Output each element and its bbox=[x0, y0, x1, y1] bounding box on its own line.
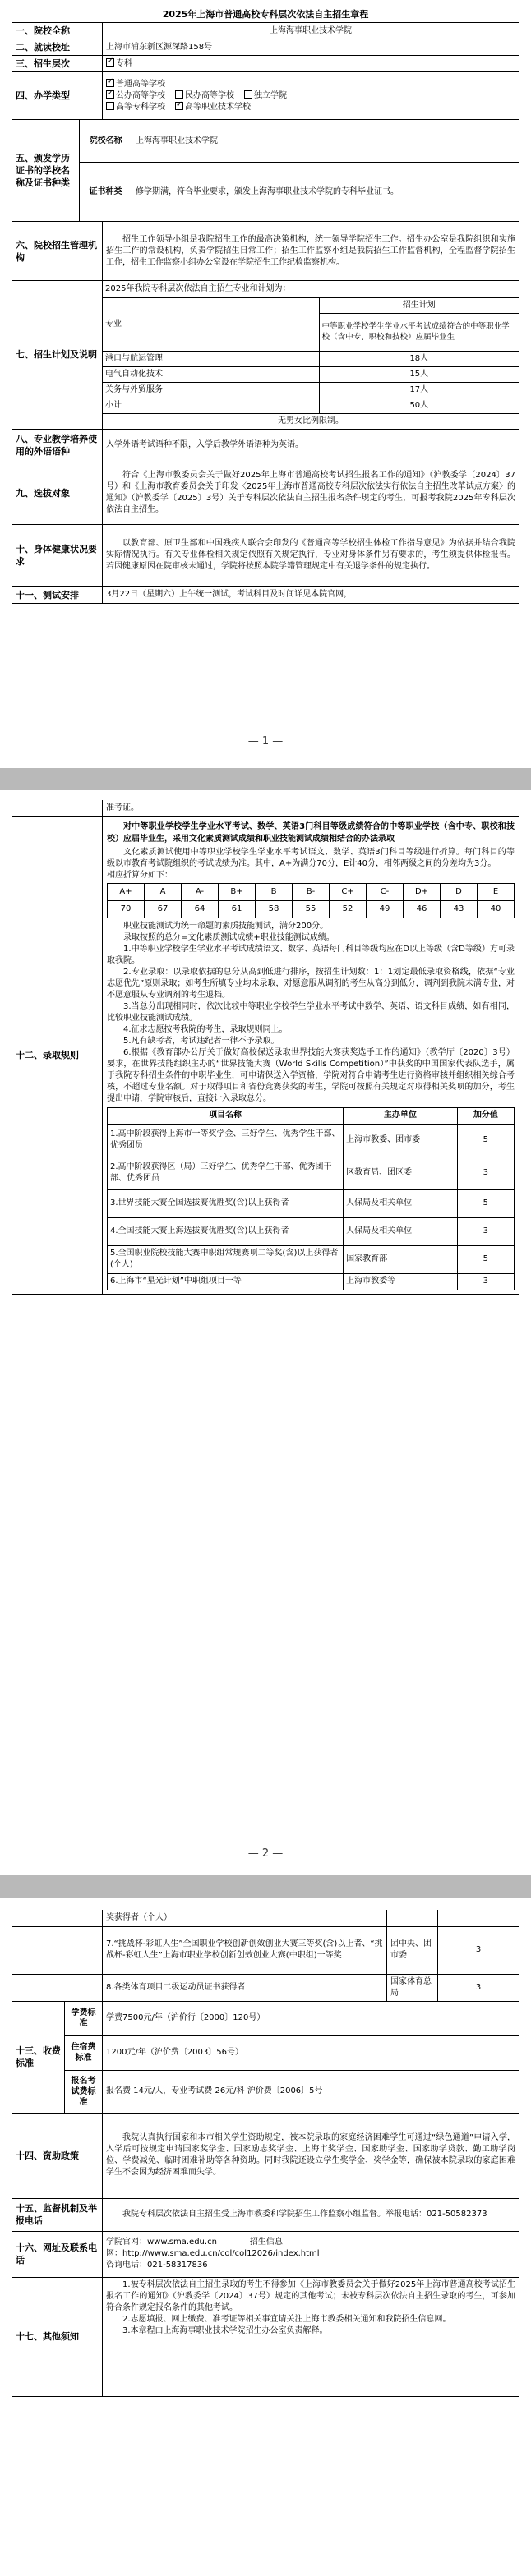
bonus-org: 区教育局、团区委 bbox=[344, 1157, 458, 1189]
bonus-name: 2.高中阶段获得区（局）三好学生、优秀学生干部、优秀团干部、优秀团员 bbox=[108, 1157, 344, 1189]
address-value: 上海市浦东新区源深路158号 bbox=[103, 39, 519, 56]
bonus-org: 国家教育部 bbox=[344, 1245, 458, 1273]
health-label: 十、身体健康状况要求 bbox=[12, 524, 103, 586]
cert-label: 五、颁发学历证书的学校名称及证书种类 bbox=[12, 120, 80, 222]
school-name-label: 一、院校全称 bbox=[12, 23, 103, 39]
target-label: 九、选拔对象 bbox=[12, 462, 103, 524]
score-cell: 52 bbox=[330, 900, 367, 918]
page-number: — 1 — bbox=[247, 735, 284, 748]
fee-row-label: 学费标准 bbox=[65, 2001, 103, 2036]
blank-cell bbox=[12, 1926, 103, 1974]
admission-p9: 6.根据《教育部办公厅关于做好高校保送录取世界技能大赛获奖选手工作的通知》（教学厅〔2020〕3号）要求，在世界技能组织主办的“世界技能大赛（World Skills Competition）”中获奖的中国国家代表队选手，属于我院专科招生条件的中职毕业生，可申请保送入学资格，学院对符合申请考生进行资格审核并组织相关综合考核，不超过专业名额。对于取得项目和省份竞赛获奖的考生，学院可按照有关规定对取得相关奖项的加分，考生提出申请，学院审核后，直接计入录取总分。 bbox=[107, 1047, 515, 1103]
bonus-score: 3 bbox=[438, 1974, 519, 2001]
page-1 bbox=[0, 0, 531, 768]
charter-table-3 bbox=[12, 1910, 519, 2397]
plan-table bbox=[103, 281, 519, 429]
score-cell: 58 bbox=[256, 900, 293, 918]
charter-sheet-3 bbox=[12, 1910, 519, 2397]
bonus-score: 5 bbox=[457, 1189, 514, 1217]
grade-cell: D+ bbox=[404, 883, 441, 900]
website-link[interactable]: www.smа.edu.cn bbox=[147, 2238, 217, 2247]
charter-table-1 bbox=[12, 7, 519, 604]
plan-label: 七、招生计划及说明 bbox=[12, 281, 103, 430]
bonus-header-org: 主办单位 bbox=[344, 1107, 458, 1124]
bonus-score: 5 bbox=[457, 1124, 514, 1157]
plan-intro: 2025年我院专科层次依法自主招生专业和计划为： bbox=[103, 281, 519, 297]
website-label: 学院官网： bbox=[106, 2238, 147, 2247]
bonus-table bbox=[107, 1107, 515, 1290]
bonus-score: 3 bbox=[457, 1273, 514, 1290]
plan-count: 50人 bbox=[319, 398, 519, 413]
plan-major: 小计 bbox=[103, 398, 319, 413]
plan-cell bbox=[103, 281, 519, 430]
plan-note: 无男女比例限制。 bbox=[103, 413, 519, 429]
score-cell: 61 bbox=[219, 900, 256, 918]
bonus-name: 5.全国职业院校技能大赛中职组常规赛项二等奖(含)以上获得者(个人) bbox=[108, 1245, 344, 1273]
plan-count: 15人 bbox=[319, 366, 519, 382]
level-label: 三、招生层次 bbox=[12, 56, 103, 72]
score-title: 相应折算分如下： bbox=[107, 870, 173, 880]
fee-row-label: 住宿费标准 bbox=[65, 2036, 103, 2070]
plan-major: 港口与航运管理 bbox=[103, 351, 319, 366]
admission-p4: 1.中等职业学校学生学业水平考试成绩语文、数学、英语每门科目等级均应在D以上等级（含D等级）方可录取我院。 bbox=[107, 944, 515, 965]
admission-p1: 文化素质测试使用中等职业学校学生学业水平考试语文、数学、英语3门科目等级进行折算。每门科目的等级以市教育考试院组织的考试成绩为准。其中，A+为满分70分，E计40分，相邻两级之间的分差均为3分。 bbox=[107, 847, 515, 868]
type-option-1: 公办高等学校 bbox=[116, 90, 165, 100]
blank-cell bbox=[12, 800, 103, 816]
grade-cell: B- bbox=[293, 883, 330, 900]
other-item-1: 1.被专科层次依法自主招生录取的考生不得参加《上海市教委员会关于做好2025年上海市普通高校考试招生报名工作的通知》（沪教委学〔2024〕37号）规定的其他考试；未被专科层次依法自主招生录取的考生，可参加符合条件规定报名条件的其他考试。 bbox=[106, 2279, 515, 2312]
plan-count: 17人 bbox=[319, 382, 519, 398]
score-cell: 49 bbox=[367, 900, 404, 918]
contact-text bbox=[103, 2231, 519, 2277]
type-option-0: 普通高等学校 bbox=[116, 79, 165, 89]
admission-p7: 4.征求志愿按考我院的考生，录取规则同上。 bbox=[123, 1024, 288, 1034]
cert-type-label: 证书种类 bbox=[80, 163, 132, 222]
bonus-name: 7.“挑战杯-彩虹人生”全国职业学校创新创效创业大赛三等奖(含)以上者、“挑战杯-彩虹人生”上海市职业学校创新创效创业大赛(中职组)一等奖 bbox=[103, 1926, 387, 1974]
type-option-3: 独立学院 bbox=[254, 90, 287, 100]
org-text: 招生工作领导小组是我院招生工作的最高决策机构，统一领导学院招生工作。招生办公室是我院组织和实施招生工作的常设机构，负责学院招生日常工作；招生工作监察小组是我院招生工作监督机构，全程监督学院招生工作，招生工作监察小组办公室设在学院招生工作纪检监察机构。 bbox=[103, 222, 519, 281]
type-options bbox=[103, 72, 519, 120]
charter-sheet-1 bbox=[12, 7, 519, 604]
health-text: 以教育部、原卫生部和中国残疾人联合会印发的《普通高等学校招生体检工作指导意见》为依据并结合我院实际情况执行。有关专业体检相关规定依照有关规定执行，专业对身体条件另有要求的，考生须提供体检报告。若因健康原因在院审核未通过，学院将按照本院学籍管理规定中有关退学条件的规定执行。 bbox=[103, 524, 519, 586]
cert-school-value: 上海海事职业技术学院 bbox=[132, 120, 519, 163]
bonus-score: 5 bbox=[457, 1245, 514, 1273]
bonus-name: 1.高中阶段获得上海市一等奖学金、三好学生、优秀学生干部、优秀团员 bbox=[108, 1124, 344, 1157]
checkbox-icon bbox=[106, 102, 114, 110]
grade-cell: E bbox=[478, 883, 515, 900]
plan-col-desc: 中等职业学校学生学业水平考试成绩符合的中等职业学校（含中专、职校和技校）应届毕业生 bbox=[319, 313, 519, 351]
bonus-score: 3 bbox=[457, 1157, 514, 1189]
info-link[interactable]: 网：http://www.sma.edu.cn/col/col12026/index.html bbox=[106, 2249, 320, 2258]
bonus-name: 4.全国技能大赛上海选拔赛优胜奖(含)以上获得者 bbox=[108, 1217, 344, 1245]
blank-cell bbox=[387, 1910, 438, 1926]
type-option-2: 民办高等学校 bbox=[185, 90, 234, 100]
plan-col-plan: 招生计划 bbox=[319, 297, 519, 313]
bonus-name: 6.上海市“星光计划”中职组项目一等 bbox=[108, 1273, 344, 1290]
checkbox-icon bbox=[175, 90, 183, 99]
bonus-org: 国家体育总局 bbox=[387, 1974, 438, 2001]
admission-heading: 对中等职业学校学生学业水平考试、数学、英语3门科目等级成绩符合的中等职业学校（含中专、职校和技校）应届毕业生，采用文化素质测试成绩和职业技能测试成绩相结合的办法录取 bbox=[107, 821, 515, 844]
org-label: 六、院校招生管理机构 bbox=[12, 222, 103, 281]
bonus-name: 8.各类体育项目二级运动员证书获得者 bbox=[103, 1974, 387, 2001]
plan-count: 18人 bbox=[319, 351, 519, 366]
checkbox-icon bbox=[175, 102, 183, 110]
score-cell: 67 bbox=[145, 900, 182, 918]
bonus-org: 上海市教委、团市委 bbox=[344, 1124, 458, 1157]
type-option-5: 高等职业技术学校 bbox=[185, 102, 251, 112]
fee-row-value: 学费7500元/年（沪价行〔2000〕120号） bbox=[103, 2001, 519, 2036]
blank-cell bbox=[12, 1974, 103, 2001]
score-cell: 40 bbox=[478, 900, 515, 918]
grade-cell: A+ bbox=[108, 883, 145, 900]
checkbox-icon bbox=[106, 79, 114, 87]
info-label: 招生信息 bbox=[249, 2238, 283, 2247]
target-text: 符合《上海市教委员会关于做好2025年上海市普通高校考试招生报名工作的通知》（沪教委学〔2024〕37号）和《上海市教育委员会关于印发〈2025年上海市普通高校专科层次依法实行依法自主招生改革试点方案〉的通知》（沪教委学〔2025〕3号）关于专科层次依法自主招生报名条件规定的考生，可报考我院2025年专科层次依法自主招生。 bbox=[103, 462, 519, 524]
blank-cell bbox=[438, 1910, 519, 1926]
document-title: 2025年上海市普通高校专科层次依法自主招生章程 bbox=[12, 7, 519, 23]
blank-cell bbox=[12, 1910, 103, 1926]
level-text: 专科 bbox=[116, 58, 132, 68]
bonus-cont-name: 奖获得者（个人） bbox=[103, 1910, 387, 1926]
admission-p6: 3.当总分出现相同时，依次比较中等职业学校学生学业水平考试中数学、英语、语文科目成绩，如有相同，比较职业技能测试成绩。 bbox=[107, 1001, 515, 1023]
bonus-org: 人保局及相关单位 bbox=[344, 1189, 458, 1217]
fee-label: 十三、收费标准 bbox=[12, 2001, 65, 2113]
grade-cell: A- bbox=[182, 883, 219, 900]
page-3 bbox=[0, 1898, 531, 2576]
plan-major: 电气自动化技术 bbox=[103, 366, 319, 382]
score-cell: 64 bbox=[182, 900, 219, 918]
checkbox-icon bbox=[106, 90, 114, 99]
supervise-label: 十五、监督机制及举报电话 bbox=[12, 2198, 103, 2231]
test-continued: 准考证。 bbox=[103, 800, 519, 816]
plan-major: 关务与外贸服务 bbox=[103, 382, 319, 398]
aid-label: 十四、资助政策 bbox=[12, 2113, 103, 2198]
page-2 bbox=[0, 790, 531, 1874]
fee-row-label: 报名考试费标准 bbox=[65, 2070, 103, 2113]
bonus-org: 人保局及相关单位 bbox=[344, 1217, 458, 1245]
other-item-3: 3.本章程由上海海事职业技术学院招生办公室负责解释。 bbox=[122, 2325, 328, 2335]
checkbox-icon bbox=[244, 90, 252, 99]
bonus-org: 上海市教委等 bbox=[344, 1273, 458, 1290]
admission-p2: 职业技能测试为统一命题的素质技能测试，满分200分。 bbox=[123, 921, 329, 931]
type-option-4: 高等专科学校 bbox=[116, 102, 165, 112]
admission-p5: 2.专业录取：以录取依据的总分从高到低进行排序，按招生计划数：1：1划定最低录取资格线，依据“专业志愿优先”原则录取；如考生所填专业均未录取，对愿意服从调剂的考生从高分到低分，调剂到我院未满专业，对不愿意服从专业调剂的考生退档。 bbox=[107, 967, 515, 1000]
test-text: 3月22日（星期六）上午统一测试，考试科目及时间详见本院官网， bbox=[103, 586, 519, 603]
address-label: 二、就读校址 bbox=[12, 39, 103, 56]
cert-school-label: 院校名称 bbox=[80, 120, 132, 163]
aid-text: 我院认真执行国家和本市相关学生资助规定，被本院录取的家庭经济困难学生可通过“绿色通道”申请入学，入学后可按规定申请国家奖学金、国家励志奖学金、上海市奖学金、国家助学金、国家助学贷款、勤工助学岗位、学费减免、临时困难补助等各种资助。同时我院还设立学生奖学金、奖学金等，确保被本院录取的家庭困难学生不会因为经济困难而失学。 bbox=[103, 2113, 519, 2198]
grade-cell: C+ bbox=[330, 883, 367, 900]
bonus-score: 3 bbox=[438, 1926, 519, 1974]
cert-type-value: 修学期满，符合毕业要求，颁发上海海事职业技术学院的专科毕业证书。 bbox=[132, 163, 519, 222]
supervise-text: 我院专科层次依法自主招生受上海市教委和学院招生工作监察小组监督。举报电话：021-50582373 bbox=[103, 2198, 519, 2231]
bonus-org: 团中央、团市委 bbox=[387, 1926, 438, 1974]
charter-sheet-2 bbox=[12, 800, 519, 1295]
admission-p3: 录取按照的总分=文化素质测试成绩+职业技能测试成绩。 bbox=[123, 932, 335, 942]
score-cell: 70 bbox=[108, 900, 145, 918]
lang-text: 入学外语考试语种不限，入学后教学外语语种为英语。 bbox=[103, 429, 519, 462]
score-cell: 55 bbox=[293, 900, 330, 918]
bonus-score: 3 bbox=[457, 1217, 514, 1245]
page-number: — 2 — bbox=[247, 1847, 284, 1860]
type-label: 四、办学类型 bbox=[12, 72, 103, 120]
score-cell: 46 bbox=[404, 900, 441, 918]
test-label: 十一、测试安排 bbox=[12, 586, 103, 603]
admission-p8: 5.凡有缺考者，考试违纪者一律不予录取。 bbox=[123, 1036, 279, 1046]
other-text bbox=[103, 2277, 519, 2396]
charter-table-2 bbox=[12, 800, 519, 1295]
school-name-value: 上海海事职业技术学院 bbox=[103, 23, 519, 39]
level-value bbox=[103, 56, 519, 72]
contact-label: 十六、网址及联系电话 bbox=[12, 2231, 103, 2277]
bonus-header-score: 加分值 bbox=[457, 1107, 514, 1124]
fee-row-value: 报名费 14元/人，专业考试费 26元/科 沪价费〔2006〕5号 bbox=[103, 2070, 519, 2113]
score-cell: 43 bbox=[441, 900, 478, 918]
grade-cell: B bbox=[256, 883, 293, 900]
admission-label: 十二、录取规则 bbox=[12, 816, 103, 1294]
score-table bbox=[107, 883, 515, 918]
grade-cell: D bbox=[441, 883, 478, 900]
bonus-name: 3.世界技能大赛全国选拔赛优胜奖(含)以上获得者 bbox=[108, 1189, 344, 1217]
grade-cell: A bbox=[145, 883, 182, 900]
contact-phone: 咨询电话：021-58317836 bbox=[106, 2261, 208, 2270]
grade-cell: B+ bbox=[219, 883, 256, 900]
other-label: 十七、其他须知 bbox=[12, 2277, 103, 2396]
admission-content bbox=[103, 816, 519, 1294]
lang-label: 八、专业教学培养使用的外语语种 bbox=[12, 429, 103, 462]
plan-col-major: 专业 bbox=[103, 297, 319, 351]
bonus-header-name: 项目名称 bbox=[108, 1107, 344, 1124]
other-item-2: 2.志愿填报、网上缴费、准考证等相关事宜请关注上海市教委相关通知和我院招生信息网。 bbox=[122, 2314, 451, 2324]
checkbox-icon bbox=[106, 58, 114, 67]
fee-row-value: 1200元/年（沪价费〔2003〕56号） bbox=[103, 2036, 519, 2070]
grade-cell: C- bbox=[367, 883, 404, 900]
